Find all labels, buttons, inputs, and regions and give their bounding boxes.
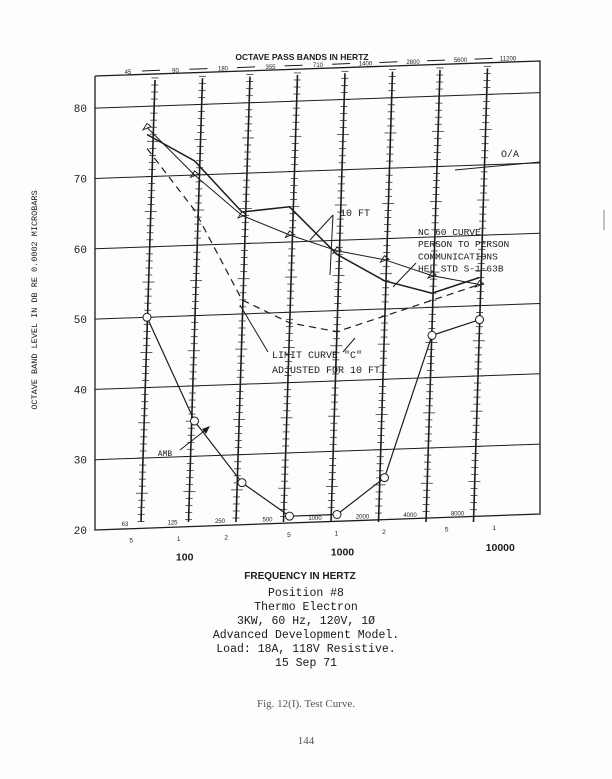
top-band-label: 5600 [453,58,468,65]
limit-leader-2 [343,338,355,352]
top-band-label: 355 [265,64,276,71]
top-band-label: 11200 [499,56,517,63]
x-minor-label: 2 [224,534,228,542]
x-tick-label: 100 [175,551,194,564]
ten-ft-leader-1 [310,215,333,240]
amb-point [143,313,151,321]
figure-caption: Fig. 12(I). Test Curve. [256,698,356,710]
limit-curve-label: LIMIT CURVE "C" [272,351,363,362]
top-band-dash [285,65,303,66]
x-minor-label: 1 [492,525,497,533]
amb-label: AMB [157,450,173,459]
band-scale-5 [379,72,393,522]
nc-curve-label: HEL STD S-1-63B [418,263,504,275]
y-tick-label: 80 [73,104,87,117]
nc-point [143,123,151,129]
band-scale-6 [426,70,440,522]
chart-marks [143,123,604,600]
top-band-label: 45 [124,70,132,76]
caption-model: Advanced Development Model. [212,629,400,642]
band-scale-4 [331,73,345,522]
top-band-label: 180 [217,66,229,73]
x-axis-title: FREQUENCY IN HERTZ [244,571,356,582]
chart-grid [95,58,540,533]
nc-curve-label: COMMUNICATIONS [418,251,498,263]
gridline-h-80 [95,93,540,109]
y-tick-label: 60 [73,244,87,257]
oa-line [455,162,540,170]
bottom-band-label: 250 [214,519,226,525]
top-band-label: 710 [312,63,324,70]
gridline-h-70 [95,163,540,179]
amb-point [191,417,199,425]
amb-point [428,331,436,339]
caption-position: Position #8 [268,587,344,600]
y-tick-label: 50 [73,315,87,328]
nc-curve-label: NC 60 CURVE [418,227,481,238]
amb-point [476,316,484,324]
top-band-dash [380,62,398,63]
x-tick-label: 10000 [485,541,515,554]
limit-leader-1 [240,305,268,352]
y-tick-label: 70 [73,174,87,187]
x-minor-label: 5 [287,532,291,540]
oa-label: O/A [500,150,520,161]
x-minor-label: 5 [444,526,449,534]
chart-labels [30,52,519,582]
top-band-label: 90 [172,68,179,75]
bottom-band-label: 1000 [308,516,322,522]
bottom-band-label: 4000 [403,513,417,519]
y-axis-title: OCTAVE BAND LEVEL IN DB RE 0.0002 MICROBARS [30,190,40,410]
bottom-band-label: 8000 [450,511,465,518]
nc-curve-label: PERSON TO PERSON [418,239,510,251]
bottom-band-label: 2000 [355,514,370,521]
bottom-band-label: 63 [121,522,129,528]
top-band-dash [427,60,445,61]
y-tick-label: 40 [73,385,87,398]
top-band-label: 1400 [358,61,373,68]
caption-load: Load: 18A, 118V Resistive. [216,643,396,656]
top-band-dash [142,70,160,71]
top-axis-title: OCTAVE PASS BANDS IN HERTZ [235,52,369,62]
top-band-dash [475,58,493,59]
bottom-band-label: 500 [262,517,273,524]
page-number: 144 [297,735,315,747]
chart-frame [95,61,540,533]
bottom-band-label: 125 [167,520,178,527]
amb-point [286,512,294,520]
y-tick-label: 30 [73,455,87,468]
caption-rating: 3KW, 60 Hz, 120V, 1Ø [236,615,376,628]
top-band-dash [332,64,350,65]
y-tick-label: 20 [73,526,87,538]
amb-point [381,474,389,482]
amb-point [333,510,341,518]
band-scale-2 [236,77,250,522]
ten-ft-label: 10 FT [339,209,371,220]
ten-ft-leader-2 [330,215,333,275]
gridline-h-50 [95,304,540,320]
amb-point [238,479,246,487]
caption-manufacturer: Thermo Electron [254,601,358,614]
band-scale-1 [189,78,203,522]
caption-date: 15 Sep 71 [274,657,338,670]
amb-leader [180,428,208,450]
x-minor-label: 1 [176,536,181,544]
top-band-dash [237,67,255,68]
limit-curve-label: ADJUSTED FOR 10 FT [272,366,381,377]
top-band-label: 2800 [406,59,420,66]
x-tick-label: 1000 [330,546,355,559]
x-minor-label: 5 [129,537,133,545]
x-minor-label: 2 [382,528,386,536]
band-scale-0 [141,80,155,522]
top-band-dash [190,69,208,70]
x-minor-label: 1 [334,530,339,538]
